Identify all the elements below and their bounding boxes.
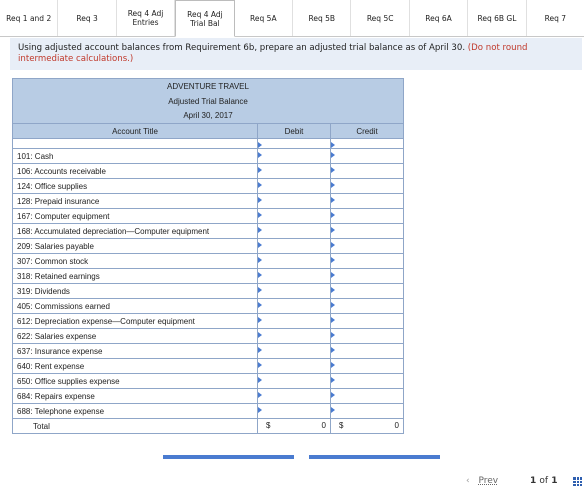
input-marker-icon (258, 167, 262, 173)
input-marker-icon (331, 317, 335, 323)
statement-title: Adjusted Trial Balance (13, 94, 404, 109)
credit-input[interactable] (331, 314, 404, 329)
input-marker-icon (331, 272, 335, 278)
credit-input[interactable] (331, 269, 404, 284)
input-marker-icon (331, 212, 335, 218)
input-marker-icon (331, 182, 335, 188)
credit-input[interactable] (331, 164, 404, 179)
account-row (13, 224, 404, 239)
credit-input[interactable] (331, 329, 404, 344)
input-marker-icon (258, 257, 262, 263)
input-marker-icon (258, 362, 262, 368)
input-marker-icon (331, 227, 335, 233)
input-marker-icon (258, 317, 262, 323)
credit-input[interactable] (331, 149, 404, 164)
tab-req-5b[interactable]: Req 5B (293, 0, 351, 36)
account-title: 168: Accumulated depreciation—Computer equipment (13, 224, 258, 239)
account-row (13, 359, 404, 374)
input-marker-icon (258, 197, 262, 203)
input-marker-icon (258, 287, 262, 293)
input-marker-icon (331, 347, 335, 353)
credit-input[interactable] (331, 284, 404, 299)
debit-input[interactable] (258, 314, 331, 329)
input-marker-icon (331, 392, 335, 398)
debit-input[interactable] (258, 389, 331, 404)
input-marker-icon (331, 377, 335, 383)
tab-req-4-adj-entries[interactable]: Req 4 Adj Entries (117, 0, 175, 36)
prev-button[interactable] (466, 476, 498, 486)
credit-input[interactable] (331, 359, 404, 374)
tab-req-6b-gl[interactable]: Req 6B GL (468, 0, 526, 36)
credit-currency: $ (339, 421, 344, 430)
input-marker-icon (258, 377, 262, 383)
credit-input[interactable] (331, 404, 404, 419)
debit-input[interactable] (258, 209, 331, 224)
credit-input[interactable] (331, 224, 404, 239)
account-title: 622: Salaries expense (13, 329, 258, 344)
total-debit: 0 (321, 421, 326, 430)
account-row (13, 329, 404, 344)
account-row (13, 404, 404, 419)
tab-req-6a[interactable]: Req 6A (410, 0, 468, 36)
total-debit-cell (258, 419, 331, 434)
account-row (13, 299, 404, 314)
input-marker-icon (331, 257, 335, 263)
input-marker-icon (258, 347, 262, 353)
debit-input[interactable] (258, 329, 331, 344)
page-indicator (530, 476, 558, 486)
input-marker-icon (258, 227, 262, 233)
account-title: 167: Computer equipment (13, 209, 258, 224)
credit-input[interactable] (331, 344, 404, 359)
input-marker-icon (258, 407, 262, 413)
input-marker-icon (258, 272, 262, 278)
instruction-note: (Do not round intermediate calculations.) (18, 43, 528, 64)
debit-input[interactable] (258, 344, 331, 359)
account-row (13, 374, 404, 389)
blank-row (13, 139, 404, 149)
account-title: 318: Retained earnings (13, 269, 258, 284)
tab-req-1-2[interactable]: Req 1 and 2 (0, 0, 58, 36)
debit-input[interactable] (258, 194, 331, 209)
account-title: 124: Office supplies (13, 179, 258, 194)
input-marker-icon (331, 407, 335, 413)
debit-input[interactable] (258, 284, 331, 299)
col-credit: Credit (331, 124, 404, 139)
next-requirement-button[interactable] (309, 455, 440, 459)
debit-input[interactable] (258, 254, 331, 269)
debit-input[interactable] (258, 359, 331, 374)
page-current: 1 (530, 476, 537, 486)
account-row (13, 194, 404, 209)
credit-input[interactable] (331, 254, 404, 269)
input-marker-icon (331, 167, 335, 173)
input-marker-icon (331, 242, 335, 248)
trial-balance-table (12, 78, 404, 434)
account-row (13, 164, 404, 179)
input-marker-icon (258, 302, 262, 308)
debit-input[interactable] (258, 239, 331, 254)
account-title: 128: Prepaid insurance (13, 194, 258, 209)
tab-req-3[interactable]: Req 3 (58, 0, 116, 36)
debit-input[interactable] (258, 404, 331, 419)
input-marker-icon (258, 152, 262, 158)
account-title: 640: Rent expense (13, 359, 258, 374)
input-marker-icon (331, 362, 335, 368)
input-marker-icon (331, 152, 335, 158)
account-title: 106: Accounts receivable (13, 164, 258, 179)
account-row (13, 209, 404, 224)
input-marker-icon (258, 242, 262, 248)
account-title: 319: Dividends (13, 284, 258, 299)
total-label: Total (13, 419, 258, 434)
debit-currency: $ (266, 421, 271, 430)
debit-input[interactable] (258, 224, 331, 239)
credit-input[interactable] (331, 389, 404, 404)
debit-input[interactable] (258, 164, 331, 179)
input-marker-icon (331, 287, 335, 293)
tab-req-5a[interactable]: Req 5A (235, 0, 293, 36)
account-title: 684: Repairs expense (13, 389, 258, 404)
account-title: 101: Cash (13, 149, 258, 164)
col-account-title: Account Title (13, 124, 258, 139)
credit-input[interactable] (331, 299, 404, 314)
debit-input[interactable] (258, 299, 331, 314)
prev-label: Prev (478, 476, 499, 486)
credit-input[interactable] (331, 374, 404, 389)
total-credit: 0 (394, 421, 399, 430)
account-row (13, 314, 404, 329)
col-debit: Debit (258, 124, 331, 139)
input-marker-icon (258, 392, 262, 398)
input-marker-icon (258, 212, 262, 218)
total-row (13, 419, 404, 434)
account-title: 209: Salaries payable (13, 239, 258, 254)
credit-input[interactable] (331, 179, 404, 194)
account-row (13, 179, 404, 194)
credit-input[interactable] (331, 209, 404, 224)
account-title: 650: Office supplies expense (13, 374, 258, 389)
input-marker-icon (331, 332, 335, 338)
account-row (13, 269, 404, 284)
company-name: ADVENTURE TRAVEL (13, 79, 404, 94)
input-marker-icon (331, 197, 335, 203)
credit-input[interactable] (331, 194, 404, 209)
account-title: 307: Common stock (13, 254, 258, 269)
page-of: of (539, 476, 549, 486)
debit-input[interactable] (258, 149, 331, 164)
account-row (13, 149, 404, 164)
account-title: 612: Depreciation expense—Computer equipment (13, 314, 258, 329)
account-title: 688: Telephone expense (13, 404, 258, 419)
statement-date: April 30, 2017 (13, 109, 404, 124)
credit-input[interactable] (331, 239, 404, 254)
debit-input[interactable] (258, 179, 331, 194)
tab-req-5c[interactable]: Req 5C (351, 0, 409, 36)
account-title: 637: Insurance expense (13, 344, 258, 359)
instruction-box (10, 38, 582, 70)
chevron-left-icon: ‹ (466, 476, 470, 486)
account-row (13, 344, 404, 359)
requirement-tabs (0, 0, 584, 37)
debit-input[interactable] (258, 374, 331, 389)
account-row (13, 254, 404, 269)
tab-req-7[interactable]: Req 7 (544, 13, 567, 23)
page-total: 1 (551, 476, 558, 486)
account-row (13, 389, 404, 404)
account-row (13, 239, 404, 254)
account-title: 405: Commissions earned (13, 299, 258, 314)
debit-input[interactable] (258, 269, 331, 284)
grid-icon[interactable] (573, 477, 582, 486)
tab-req-4-adj-trial-bal[interactable]: Req 4 Adj Trial Bal (175, 0, 234, 37)
input-marker-icon (258, 332, 262, 338)
total-credit-cell (331, 419, 404, 434)
account-row (13, 284, 404, 299)
instruction-text: Using adjusted account balances from Requirement 6b, prepare an adjusted trial balance as of April 30. (18, 43, 468, 53)
input-marker-icon (331, 302, 335, 308)
prev-requirement-button[interactable] (163, 455, 294, 459)
input-marker-icon (258, 182, 262, 188)
